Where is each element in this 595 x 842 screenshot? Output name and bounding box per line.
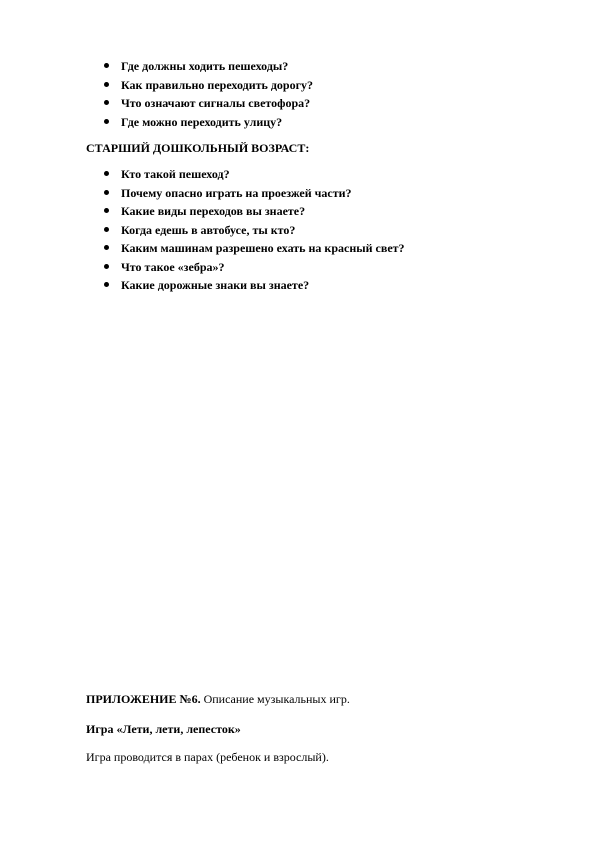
question-text: Каким машинам разрешено ехать на красный свет? xyxy=(121,241,405,255)
appendix-label: ПРИЛОЖЕНИЕ №6. xyxy=(86,692,201,706)
bullet-icon xyxy=(104,227,109,232)
bullet-icon xyxy=(104,82,109,87)
question-text: Какие дорожные знаки вы знаете? xyxy=(121,278,310,292)
questions-list-older xyxy=(104,165,405,295)
list-item xyxy=(104,165,405,184)
list-item xyxy=(104,94,313,113)
bullet-icon xyxy=(104,171,109,176)
older-age-heading: СТАРШИЙ ДОШКОЛЬНЫЙ ВОЗРАСТ: xyxy=(86,141,310,155)
question-text: Что такое «зебра»? xyxy=(121,259,225,274)
list-item xyxy=(104,276,405,295)
bullet-icon xyxy=(104,245,109,250)
game-description: Игра проводится в парах (ребенок и взрослый). xyxy=(86,750,329,764)
bullet-icon xyxy=(104,63,109,68)
list-item xyxy=(104,221,405,240)
list-item xyxy=(104,258,405,277)
bullet-icon xyxy=(104,282,109,287)
question-text: Кто такой пешеход? xyxy=(121,167,230,181)
bullet-icon xyxy=(104,119,109,124)
list-item xyxy=(104,76,313,95)
list-item xyxy=(104,239,405,258)
appendix-text: Описание музыкальных игр. xyxy=(200,692,350,706)
question-text: Где должны ходить пешеходы? xyxy=(121,59,289,73)
question-text: Что означают сигналы светофора? xyxy=(121,96,311,110)
bullet-icon xyxy=(104,208,109,213)
appendix-heading xyxy=(86,692,350,706)
questions-list-younger xyxy=(104,57,313,131)
question-text: Почему опасно играть на проезжей части? xyxy=(121,185,352,200)
bullet-icon xyxy=(104,100,109,105)
question-text: Какие виды переходов вы знаете? xyxy=(121,204,306,218)
bullet-icon xyxy=(104,264,109,269)
list-item xyxy=(104,57,313,76)
question-text: Где можно переходить улицу? xyxy=(121,114,283,129)
bullet-icon xyxy=(104,190,109,195)
list-item xyxy=(104,202,405,221)
game-title: Игра «Лети, лети, лепесток» xyxy=(86,722,241,736)
question-text: Когда едешь в автобусе, ты кто? xyxy=(121,222,296,237)
list-item xyxy=(104,184,405,203)
list-item xyxy=(104,113,313,132)
question-text: Как правильно переходить дорогу? xyxy=(121,77,314,92)
